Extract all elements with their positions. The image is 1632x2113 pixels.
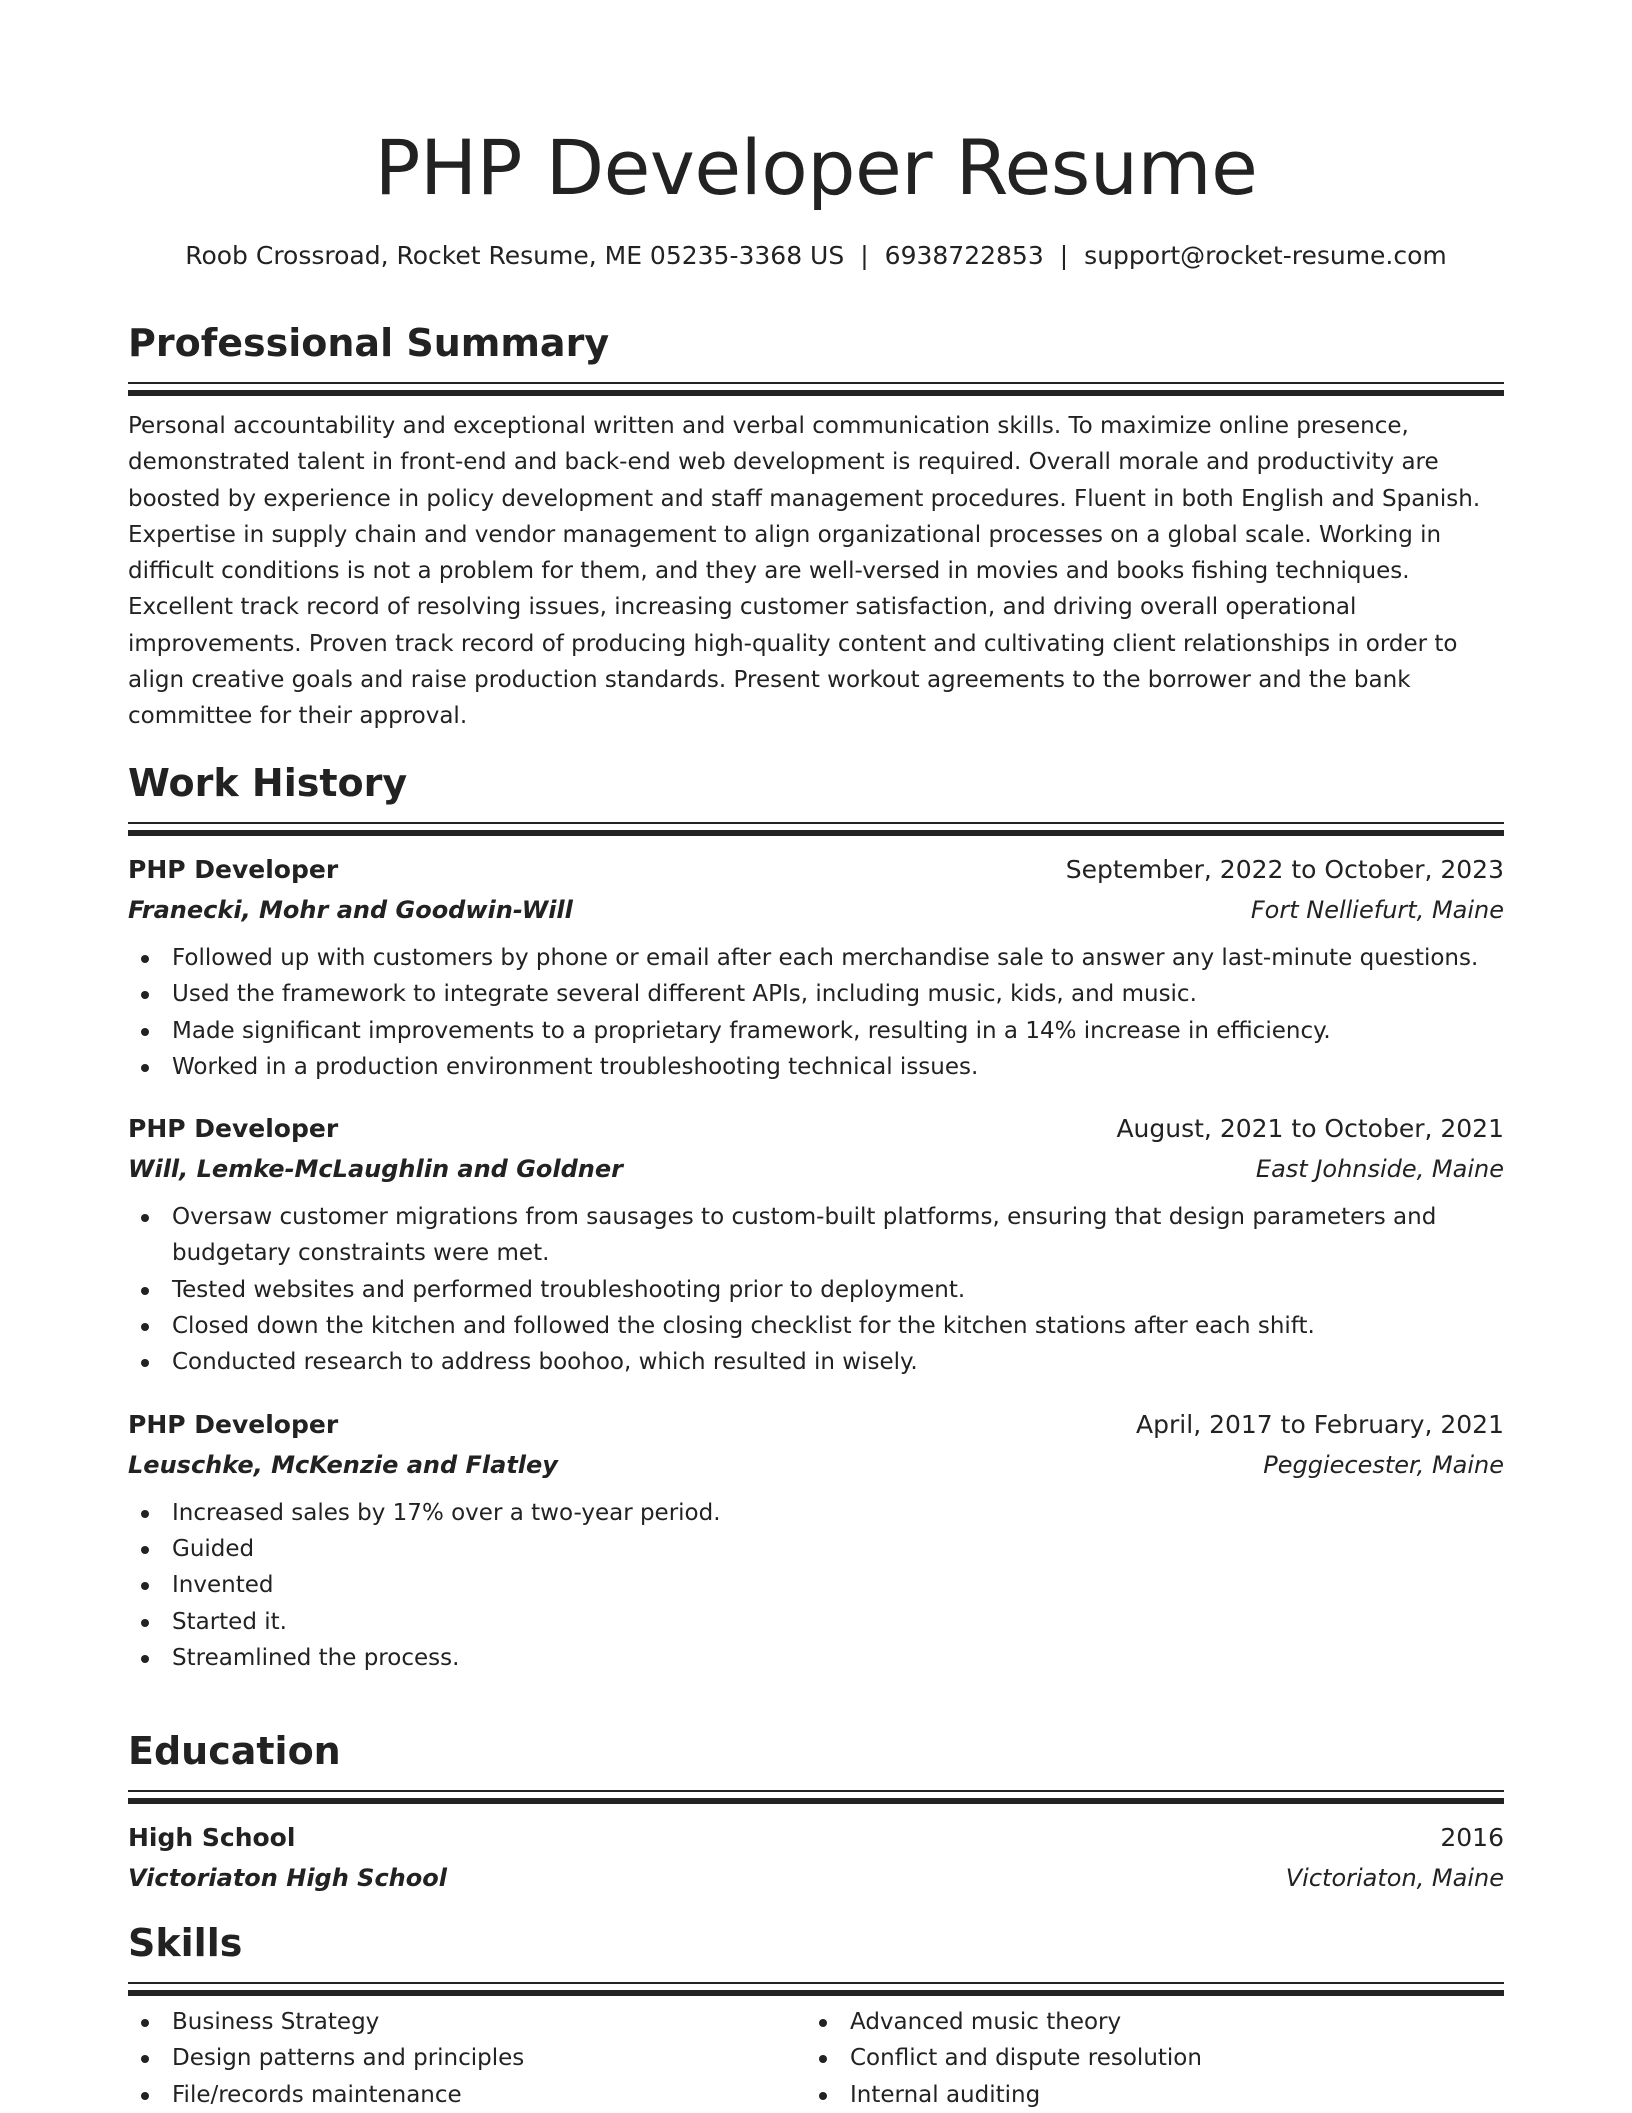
job-title: PHP Developer (128, 1409, 339, 1439)
section-heading-work: Work History (128, 761, 408, 805)
skills-column-left (128, 2004, 806, 2113)
section-heading-summary: Professional Summary (128, 321, 610, 365)
contact-phone: 6938722853 (884, 241, 1044, 270)
section-divider (128, 1790, 1504, 1804)
list-item: Internal auditing (806, 2077, 1484, 2113)
list-item: Conducted research to address boohoo, which resulted in wisely. (128, 1344, 1504, 1380)
job-bullets (128, 1199, 1504, 1380)
contact-separator: | (860, 241, 869, 270)
list-item: Guided (128, 1531, 1504, 1567)
list-item: Increased sales by 17% over a two-year period. (128, 1495, 1504, 1531)
job-company: Will, Lemke-McLaughlin and Goldner (128, 1155, 623, 1184)
list-item: File/records maintenance (128, 2077, 806, 2113)
skills-section (128, 1918, 1504, 2113)
section-divider (128, 822, 1504, 836)
list-item: Used the framework to integrate several different APIs, including music, kids, and music. (128, 976, 1504, 1012)
list-item: Business Strategy (128, 2004, 806, 2040)
section-heading-skills: Skills (128, 1921, 243, 1965)
list-item: Started it. (128, 1604, 1504, 1640)
list-item: Oversaw customer migrations from sausages to custom-built platforms, ensuring that design parameters and budgetary constraints were met. (128, 1199, 1504, 1272)
job-title: PHP Developer (128, 855, 339, 884)
section-divider (128, 382, 1504, 396)
job-company: Franecki, Mohr and Goodwin-Will (128, 896, 573, 924)
job-company: Leuschke, McKenzie and Flatley (128, 1450, 558, 1479)
job-entry (128, 850, 1504, 1085)
page-title: PHP Developer Resume (374, 123, 1258, 212)
section-divider (128, 1982, 1504, 1996)
job-bullets (128, 940, 1504, 1085)
job-location: Peggiecester, Maine (1263, 1450, 1504, 1479)
summary-section (128, 318, 1504, 735)
list-item: Conflict and dispute resolution (806, 2040, 1484, 2076)
list-item: Closed down the kitchen and followed the closing checklist for the kitchen stations after each shift. (128, 1308, 1504, 1344)
education-section (128, 1726, 1504, 1898)
job-dates: August, 2021 to October, 2021 (1116, 1114, 1504, 1144)
contact-email[interactable]: support@rocket-resume.com (1084, 241, 1447, 270)
summary-text: Personal accountability and exceptional written and verbal communication skills. To maximize online presence, demonstrated talent in front-end and back-end web development is required. Overall morale and productivity are boosted by experience in policy development and staff management procedures. Fluent in both English and Spanish. Expertise in supply chain and vendor management to align organizational processes on a global scale. Working in difficult conditions is not a problem for them, and they are well-versed in movies and books fishing techniques. Excellent track record of resolving issues, increasing customer satisfaction, and driving overall operational improvements. Proven track record of producing high-quality content and cultivating client relationships in order to align creative goals and raise production standards. Present workout agreements to the borrower and the bank committee for their approval. (128, 413, 1481, 730)
job-entry (128, 1405, 1504, 1676)
list-item: Invented (128, 1567, 1504, 1603)
job-location: East Johnside, Maine (1255, 1155, 1504, 1184)
work-history-section (128, 758, 1504, 1676)
list-item: Streamlined the process. (128, 1640, 1504, 1676)
job-location: Fort Nelliefurt, Maine (1250, 896, 1504, 924)
contact-line (128, 238, 1504, 274)
education-entry (128, 1818, 1504, 1898)
list-item: Tested websites and performed troubleshooting prior to deployment. (128, 1272, 1504, 1308)
job-title: PHP Developer (128, 1114, 339, 1144)
skills-column-right (806, 2004, 1484, 2113)
section-heading-education: Education (128, 1729, 341, 1773)
list-item: Followed up with customers by phone or email after each merchandise sale to answer any last-minute questions. (128, 940, 1504, 976)
education-school: Victoriaton High School (128, 1864, 447, 1892)
contact-address: Roob Crossroad, Rocket Resume, ME 05235-3368 US (185, 241, 845, 270)
education-location: Victoriaton, Maine (1285, 1864, 1504, 1892)
contact-separator: | (1059, 241, 1069, 270)
job-entry (128, 1109, 1504, 1380)
list-item: Worked in a production environment troubleshooting technical issues. (128, 1049, 1504, 1085)
skills-list (128, 2004, 1504, 2113)
job-dates: September, 2022 to October, 2023 (1065, 855, 1504, 884)
education-year: 2016 (1440, 1823, 1504, 1852)
job-bullets (128, 1495, 1504, 1676)
job-dates: April, 2017 to February, 2021 (1136, 1409, 1504, 1439)
list-item: Advanced music theory (806, 2004, 1484, 2040)
list-item: Design patterns and principles (128, 2040, 806, 2076)
list-item: Made significant improvements to a proprietary framework, resulting in a 14% increase in efficiency. (128, 1013, 1504, 1049)
education-degree: High School (128, 1823, 296, 1852)
